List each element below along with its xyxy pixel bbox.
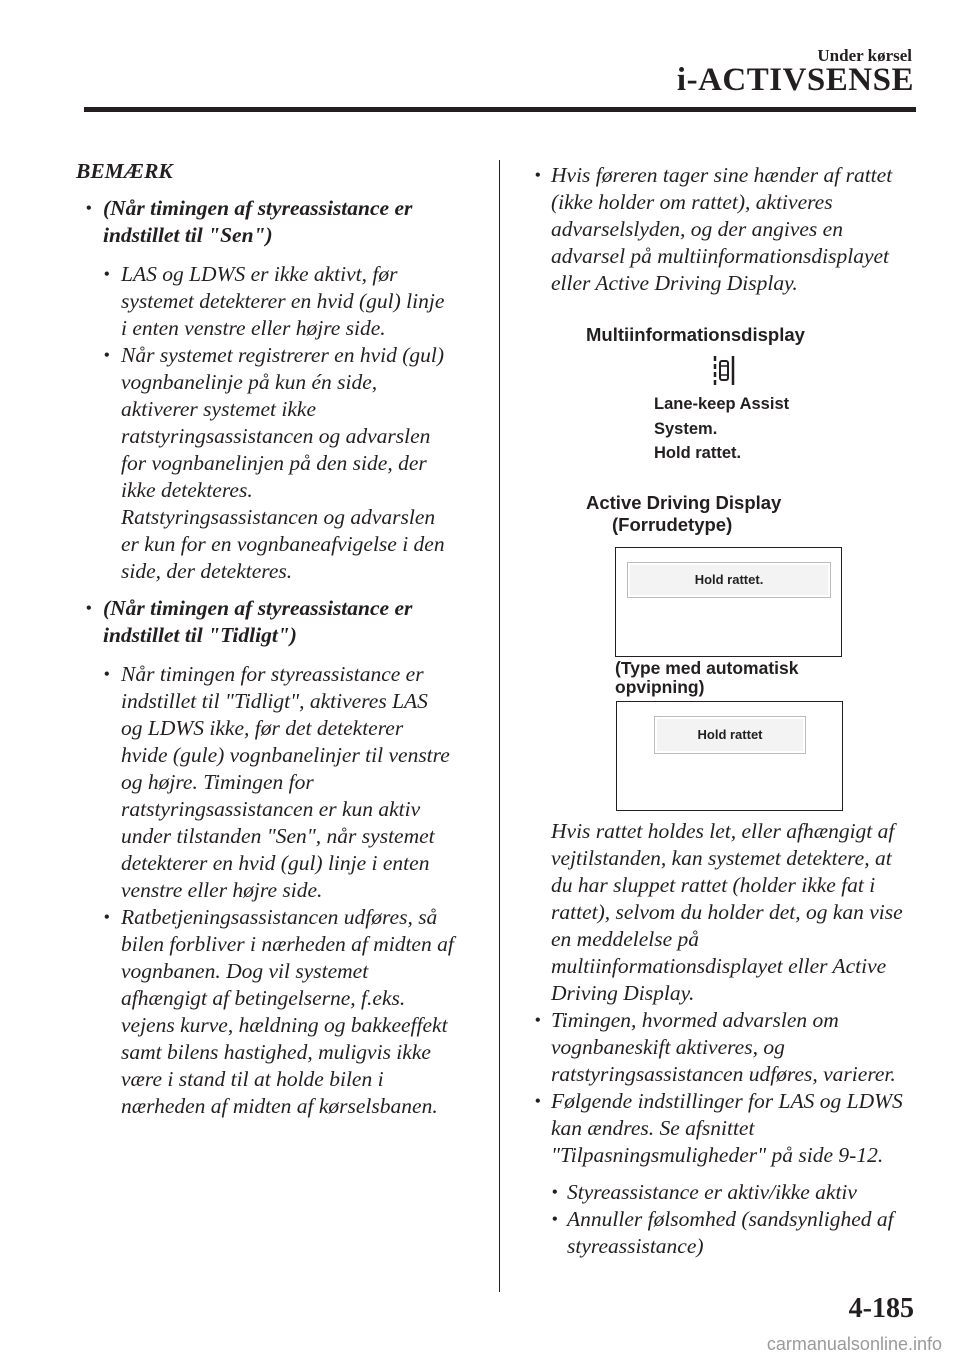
text-line: Når timingen for styreassistance er [121, 662, 424, 686]
text-line: (ikke holder om rattet), aktiveres [551, 190, 833, 214]
text-line: venstre eller højre side. [121, 878, 323, 902]
sen-heading [76, 195, 486, 249]
text-line: detekterer en hvid (gul) linje i enten [121, 851, 430, 875]
bullet-icon: • [552, 1184, 558, 1201]
text-line: styreassistance) [567, 1234, 704, 1258]
text-line: Ratbetjeningsassistancen udføres, så [121, 905, 438, 929]
text-line: nærheden af midten af kørselsbanen. [121, 1094, 438, 1118]
chapter-title: i-ACTIVSENSE [676, 62, 914, 98]
text-line: multiinformationsdisplayet eller Active [551, 954, 887, 978]
text-line: Hvis føreren tager sine hænder af rattet [551, 163, 893, 187]
tidligt-item-1 [76, 661, 486, 904]
adp-title: Active Driving Display [586, 492, 782, 513]
mid-line: System. [654, 419, 718, 438]
left-column [76, 158, 486, 1120]
watermark: carmanualsonline.info [766, 1334, 942, 1354]
bullet-icon: • [86, 200, 92, 217]
text-line: indstillet til "Sen") [103, 223, 273, 247]
bullet-icon: • [104, 347, 110, 364]
text-line: ratstyringsassistancen udføres, varierer. [551, 1062, 896, 1086]
text-line: indstillet til "Tidligt") [103, 623, 297, 647]
text-line: aktiverer systemet ikke [121, 397, 316, 421]
bullet-icon: • [86, 600, 92, 617]
page-number: 4-185 [848, 1293, 914, 1324]
text-line: under tilstanden "Sen", når systemet [121, 824, 435, 848]
text-line: (Når timingen af styreassistance er [103, 196, 413, 220]
text-line: rattet), selvom du holder det, og kan vise [551, 900, 903, 924]
bullet-icon: • [552, 1211, 558, 1228]
sen-item-1 [76, 261, 486, 342]
mid-line: Lane-keep Assist [654, 395, 790, 413]
settings-bullet [534, 1088, 934, 1169]
header-rule [84, 107, 916, 112]
text-line: Følgende indstillinger for LAS og LDWS [551, 1089, 903, 1113]
mid-line: Hold rattet. [654, 444, 742, 462]
settings-sub-2 [534, 1206, 934, 1260]
text-line: for vognbanelinjen på den side, der [121, 451, 427, 475]
adp-subtitle: (Forrudetype) [612, 514, 733, 535]
text-line: hvide (gule) vognbanelinjer til venstre [121, 743, 450, 767]
text-line: vejtilstanden, kan systemet detektere, at [551, 846, 892, 870]
text-line: en meddelelse på [551, 927, 700, 951]
text-line: (Når timingen af styreassistance er [103, 596, 413, 620]
text-line: og højre. Timingen for [121, 770, 314, 794]
text-line: systemet detekterer en hvid (gul) linje [121, 289, 445, 313]
column-divider [499, 160, 500, 1292]
text-line: vognbanen. Dog vil systemet [121, 959, 369, 983]
text-line: vognbaneskift aktiveres, og [551, 1035, 785, 1059]
text-line: eller Active Driving Display. [551, 271, 798, 295]
text-line: kan ændres. Se afsnittet [551, 1116, 755, 1140]
auto-title [615, 659, 798, 697]
auto-title-line: (Type med automatisk [615, 658, 799, 678]
sen-item-2 [76, 342, 486, 585]
loose-grip-paragraph [534, 818, 934, 1007]
bullet-icon: • [104, 909, 110, 926]
text-line: vejens kurve, hældning og bakkeeffekt [121, 1013, 448, 1037]
text-line: ratstyringsassistancen og advarslen [121, 424, 431, 448]
text-line: Timingen, hvormed advarslen om [551, 1008, 839, 1032]
text-line: ratstyringsassistancen er kun aktiv [121, 797, 421, 821]
text-line: advarsel på multiinformationsdisplayet [551, 244, 890, 268]
bullet-icon: • [104, 266, 110, 283]
auto-title-line: opvipning) [615, 677, 705, 697]
text-line: side, der detekteres. [121, 559, 293, 583]
text-line: bilen forbliver i nærheden af midten af [121, 932, 454, 956]
bullet-icon: • [535, 1012, 541, 1029]
bullet-icon: • [535, 1093, 541, 1110]
adp-message: Hold rattet. [627, 562, 831, 598]
text-line: vognbanelinje på kun én side, [121, 370, 378, 394]
mid-title: Multiinformationsdisplay [586, 324, 805, 345]
lane-keep-icon [713, 355, 735, 386]
bullet-icon: • [535, 167, 541, 184]
note-heading: BEMÆRK [76, 159, 173, 183]
tidligt-item-2 [76, 904, 486, 1120]
text-line: samt bilens hastighed, muligvis ikke [121, 1040, 431, 1064]
text-line: Hvis rattet holdes let, eller afhængigt af [551, 819, 895, 843]
right-column-top [534, 162, 934, 297]
text-line: er kun for en vognbaneafvigelse i den [121, 532, 445, 556]
timing-bullet [534, 1007, 934, 1088]
section-label: Under kørsel [817, 46, 912, 65]
text-line: advarselslyden, og der angives en [551, 217, 843, 241]
text-line: indstillet til "Tidligt", aktiveres LAS [121, 689, 428, 713]
hands-off-bullet [534, 162, 934, 297]
text-line: "Tilpasningsmuligheder" på side 9-12. [551, 1143, 884, 1167]
text-line: ikke detekteres. [121, 478, 253, 502]
text-line: Ratstyringsassistancen og advarslen [121, 505, 436, 529]
bullet-icon: • [104, 666, 110, 683]
text-line: du har sluppet rattet (holder ikke fat i [551, 873, 876, 897]
text-line: i enten venstre eller højre side. [121, 316, 386, 340]
mid-message [654, 392, 789, 466]
right-column-bottom [534, 818, 934, 1260]
settings-sub-1 [534, 1179, 934, 1206]
text-line: Styreassistance er aktiv/ikke aktiv [567, 1180, 857, 1204]
auto-message: Hold rattet [654, 716, 806, 754]
tidligt-heading [76, 595, 486, 649]
text-line: Annuller følsomhed (sandsynlighed af [567, 1207, 894, 1231]
text-line: LAS og LDWS er ikke aktivt, før [121, 262, 398, 286]
text-line: afhængigt af betingelserne, f.eks. [121, 986, 406, 1010]
text-line: Driving Display. [551, 981, 695, 1005]
text-line: være i stand til at holde bilen i [121, 1067, 384, 1091]
text-line: og LDWS ikke, før det detekterer [121, 716, 404, 740]
text-line: Når systemet registrerer en hvid (gul) [121, 343, 445, 367]
adp-windshield-screen [615, 547, 842, 657]
adp-popup-screen [616, 701, 843, 811]
